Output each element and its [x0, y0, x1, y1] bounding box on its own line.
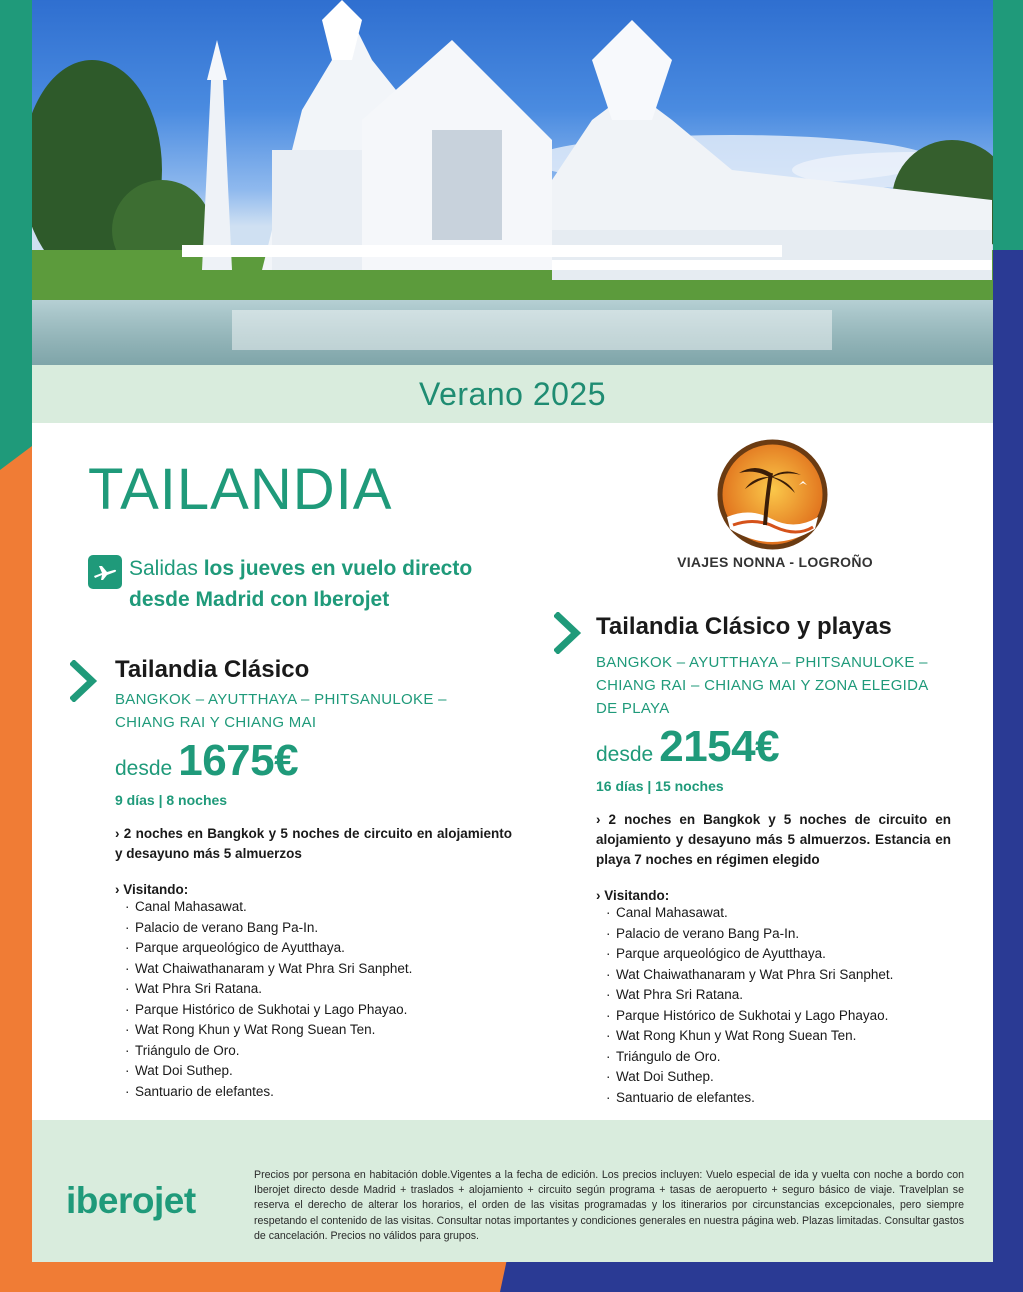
- price-prefix: desde: [115, 757, 173, 780]
- list-item: · Wat Phra Sri Ratana.: [604, 985, 956, 1006]
- visits-list: [123, 897, 515, 1102]
- chevron-right-icon: [70, 660, 98, 706]
- package-route: BANGKOK – AYUTTHAYA – PHITSANULOKE – CHIANG RAI – CHIANG MAI Y ZONA ELEGIDA DE PLAYA: [596, 654, 928, 717]
- destination-title: TAILANDIA: [88, 457, 393, 522]
- season-banner: [32, 365, 993, 423]
- list-item: · Wat Rong Khun y Wat Rong Suean Ten.: [604, 1026, 956, 1047]
- price-row: [115, 736, 515, 786]
- list-item: · Santuario de elefantes.: [604, 1088, 956, 1109]
- package-detail: › 2 noches en Bangkok y 5 noches de circuito en alojamiento y desayuno más 5 almuerzos: [115, 826, 512, 861]
- price-value: 1675€: [178, 736, 299, 785]
- plane-icon: [88, 555, 122, 589]
- package-title: Tailandia Clásico: [115, 656, 310, 683]
- chevron-right-icon: [554, 612, 582, 658]
- agency-name: VIAJES NONNA - LOGROÑO: [677, 554, 873, 570]
- price-prefix: desde: [596, 743, 654, 766]
- package-route: BANGKOK – AYUTTHAYA – PHITSANULOKE – CHIANG RAI Y CHIANG MAI: [115, 691, 447, 731]
- background-bottom-blue: [500, 1262, 1023, 1292]
- list-item: · Triángulo de Oro.: [604, 1047, 956, 1068]
- season-title: Verano 2025: [419, 375, 606, 412]
- departures-prefix: Salidas: [129, 557, 204, 580]
- list-item: · Parque arqueológico de Ayutthaya.: [604, 944, 956, 965]
- departures-text: [129, 553, 529, 615]
- list-item: · Parque arqueológico de Ayutthaya.: [123, 938, 515, 959]
- list-item: · Palacio de verano Bang Pa-In.: [123, 918, 515, 939]
- visits-heading: › Visitando:: [115, 882, 189, 897]
- iberojet-logo: iberojet: [66, 1180, 196, 1221]
- hero-photo: [32, 0, 993, 365]
- package-classic-beaches: [596, 613, 956, 1108]
- list-item: · Triángulo de Oro.: [123, 1041, 515, 1062]
- palm-sunset-logo-icon: [715, 437, 830, 552]
- list-item: · Wat Doi Suthep.: [123, 1061, 515, 1082]
- list-item: · Wat Phra Sri Ratana.: [123, 979, 515, 1000]
- background-bottom-orange: [0, 1262, 520, 1292]
- list-item: · Wat Chaiwathanaram y Wat Phra Sri Sanphet.: [123, 959, 515, 980]
- list-item: · Canal Mahasawat.: [123, 897, 515, 918]
- visits-list: [604, 903, 956, 1108]
- departures-highlight: los jueves en vuelo directo desde Madrid con Iberojet: [129, 557, 473, 611]
- list-item: · Canal Mahasawat.: [604, 903, 956, 924]
- visits-heading: › Visitando:: [596, 888, 670, 903]
- legal-text: Precios por persona en habitación doble.Vigentes a la fecha de edición. Los precios incluyen: Vuelo especial de ida y vuelta con noche a bordo con Iberojet directo desde Madrid + traslados + alojamiento + circuito según programa + tasas de aeropuerto + seguro básico de viaje. Travelplan se reserva el derecho de alterar los horarios, el orden de las visitas programadas y los itinerarios por circunstancias excepcionales, pero siempre respetando el contenido de las visitas. Consultar notas importantes y condiciones generales en nuestra página web. Plazas limitadas. Consultar gastos de cancelación. Precios no válidos para grupos.: [254, 1169, 964, 1242]
- agency-logo: [715, 437, 830, 552]
- package-detail: › 2 noches en Bangkok y 5 noches de circuito en alojamiento y desayuno más 5 almuerzos. Estancia en playa 7 noches en régimen elegido: [596, 812, 951, 867]
- price-row: [596, 722, 956, 772]
- list-item: · Wat Doi Suthep.: [604, 1067, 956, 1088]
- list-item: · Wat Rong Khun y Wat Rong Suean Ten.: [123, 1020, 515, 1041]
- list-item: · Parque Histórico de Sukhotai y Lago Phayao.: [604, 1006, 956, 1027]
- package-classic: [115, 656, 515, 1102]
- list-item: · Santuario de elefantes.: [123, 1082, 515, 1103]
- departures-info: [88, 553, 529, 615]
- package-duration: 16 días | 15 noches: [596, 778, 724, 794]
- white-temple-illustration: [32, 0, 993, 365]
- list-item: · Palacio de verano Bang Pa-In.: [604, 924, 956, 945]
- list-item: · Parque Histórico de Sukhotai y Lago Phayao.: [123, 1000, 515, 1021]
- price-value: 2154€: [659, 722, 780, 771]
- package-title: Tailandia Clásico y playas: [596, 613, 892, 640]
- package-duration: 9 días | 8 noches: [115, 792, 228, 808]
- list-item: · Wat Chaiwathanaram y Wat Phra Sri Sanphet.: [604, 965, 956, 986]
